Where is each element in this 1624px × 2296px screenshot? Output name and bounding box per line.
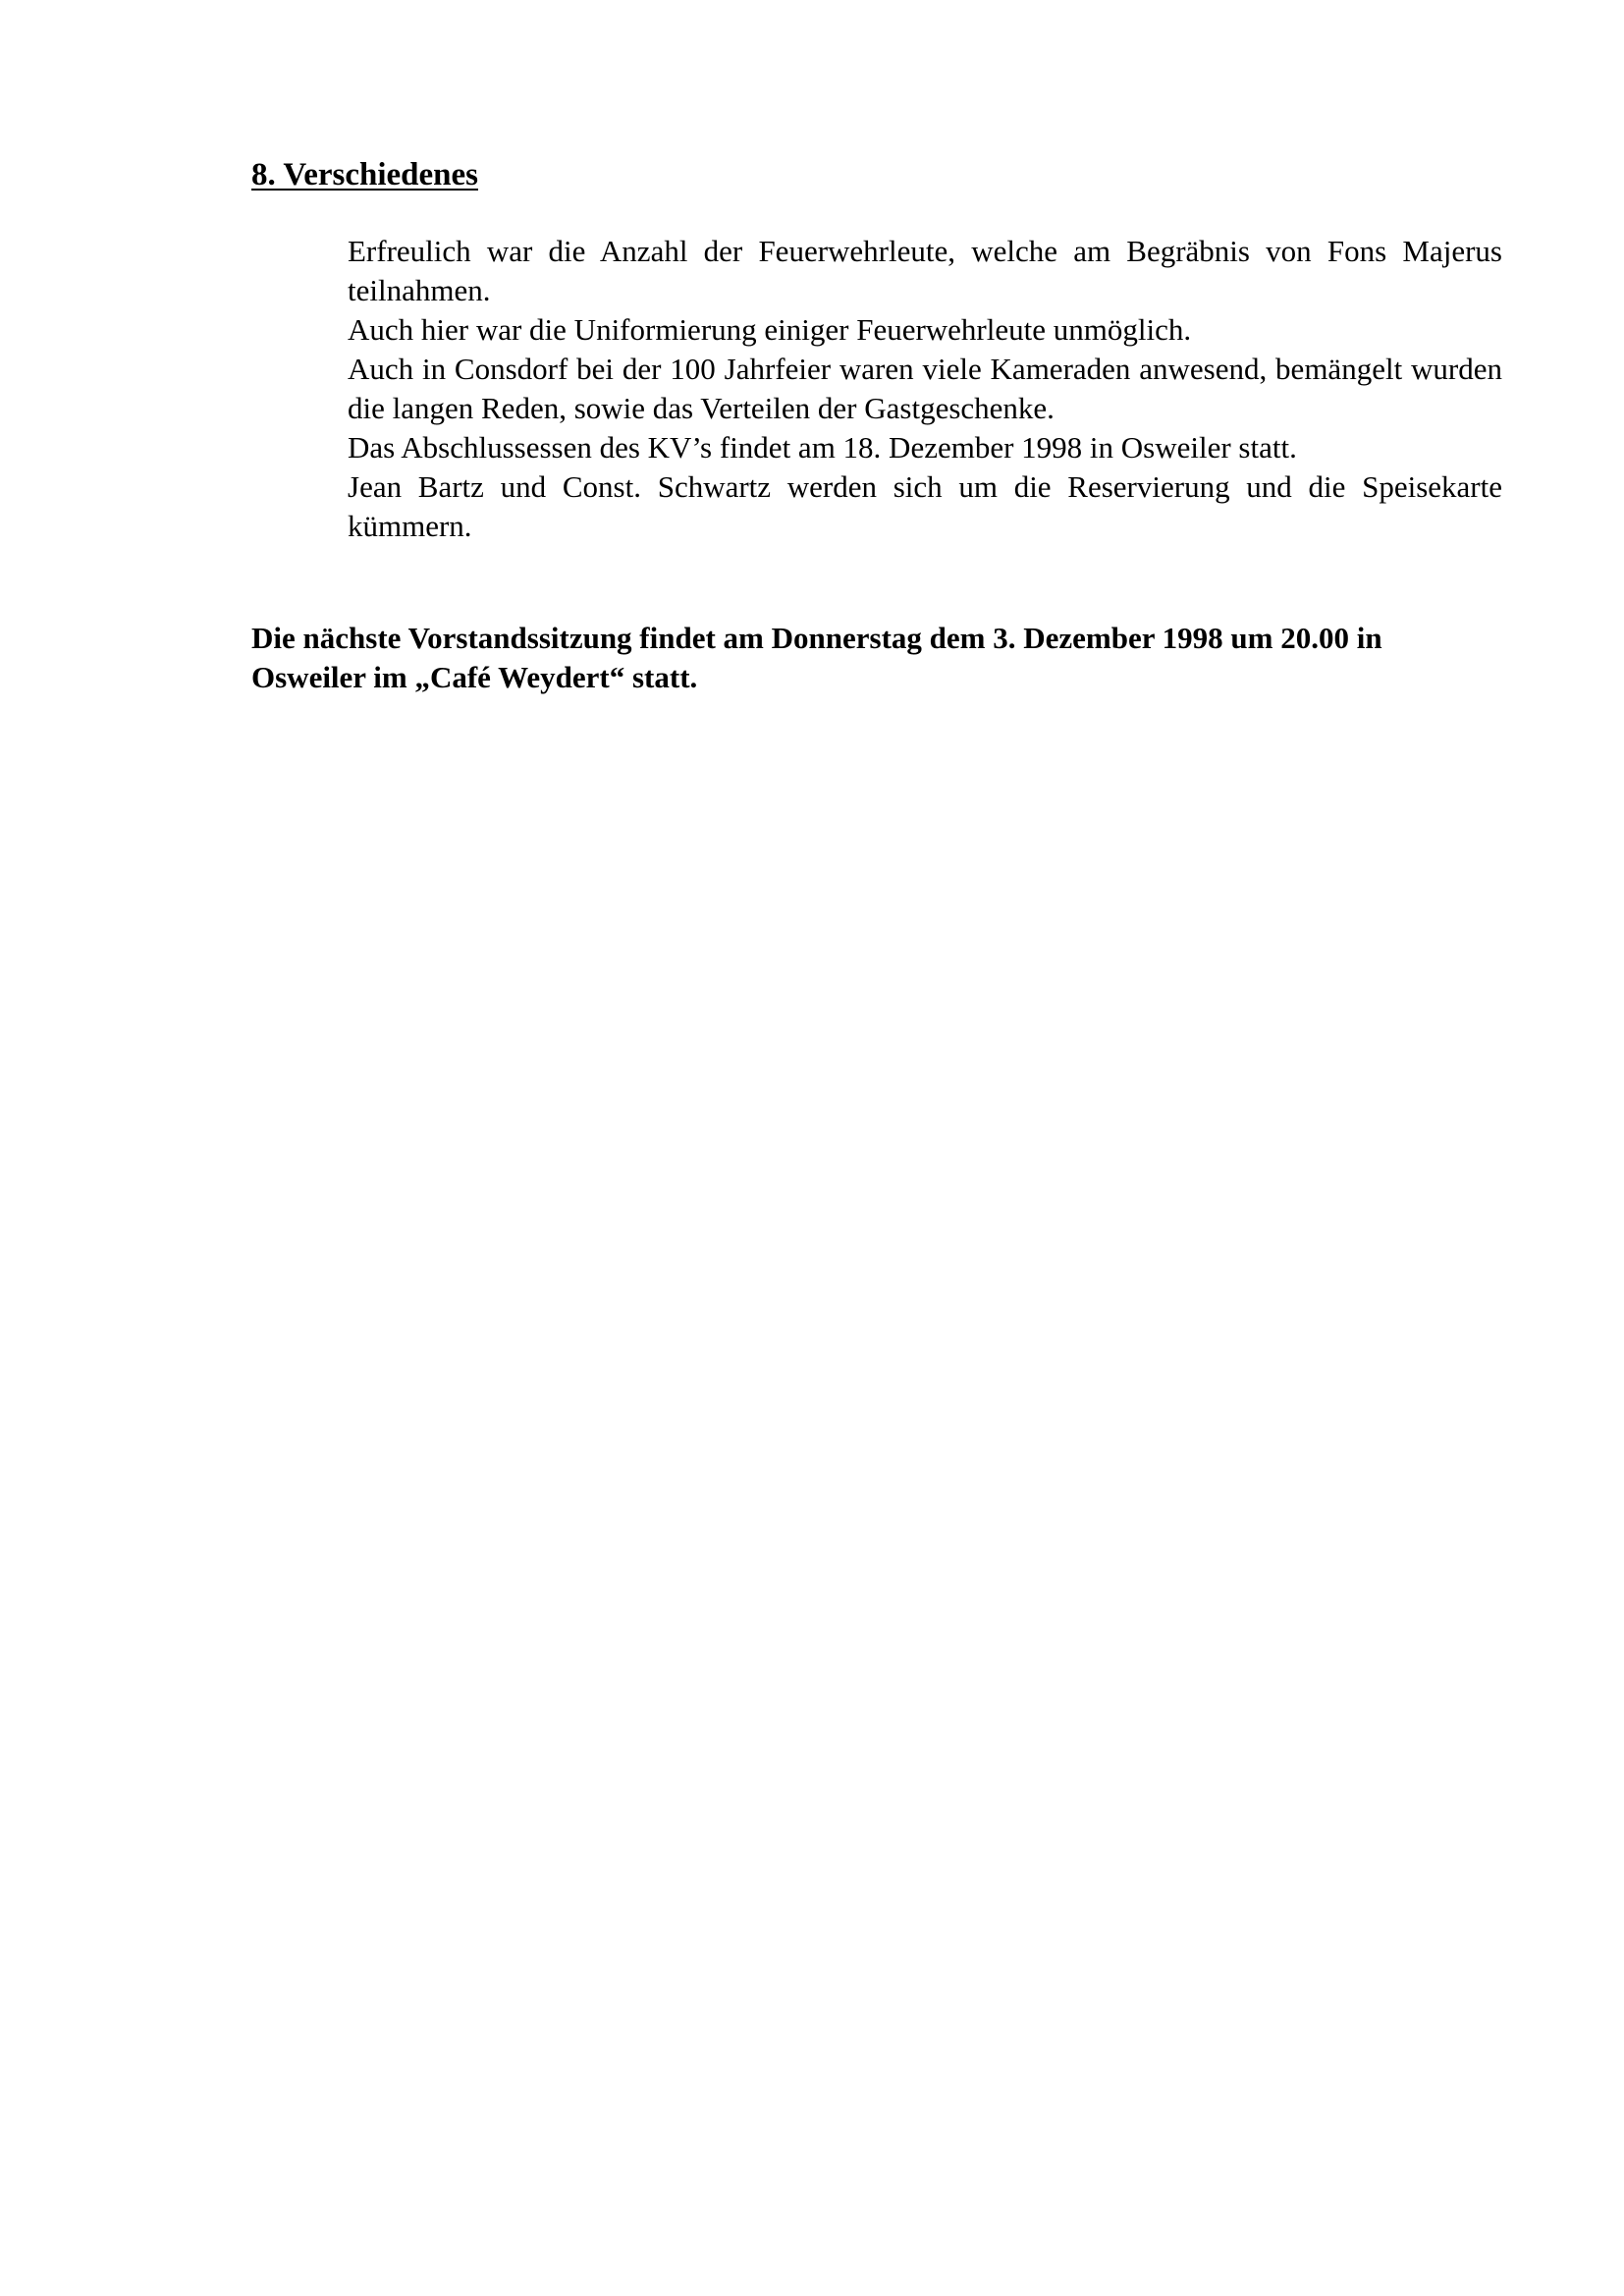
section-heading: 8. Verschiedenes (251, 157, 478, 192)
paragraph-closing-dinner: Das Abschlussessen des KV’s findet am 18. Dezember 1998 in Osweiler statt. (348, 430, 1297, 465)
paragraph-uniform-remark: Auch hier war die Uniformierung einiger Feuerwehrleute unmöglich. (348, 312, 1192, 347)
next-meeting-notice (251, 619, 1528, 697)
paragraph-consdorf-anniversary: Auch in Consdorf bei der 100 Jahrfeier waren viele Kameraden anwesend, bemängelt wurden die langen Reden, sowie das Verteilen der Gastgeschenke. (348, 352, 1502, 425)
paragraph-funeral-attendance: Erfreulich war die Anzahl der Feuerwehrleute, welche am Begräbnis von Fons Majerus teilnahmen. (348, 234, 1502, 307)
section-body (348, 232, 1502, 546)
paragraph-reservation: Jean Bartz und Const. Schwartz werden sich um die Reservierung und die Speisekarte kümmern. (348, 469, 1502, 543)
next-meeting-line-2: Osweiler im „Café Weydert“ statt. (251, 660, 698, 694)
next-meeting-line-1: Die nächste Vorstandssitzung findet am Donnerstag dem 3. Dezember 1998 um 20.00 in (251, 621, 1382, 655)
